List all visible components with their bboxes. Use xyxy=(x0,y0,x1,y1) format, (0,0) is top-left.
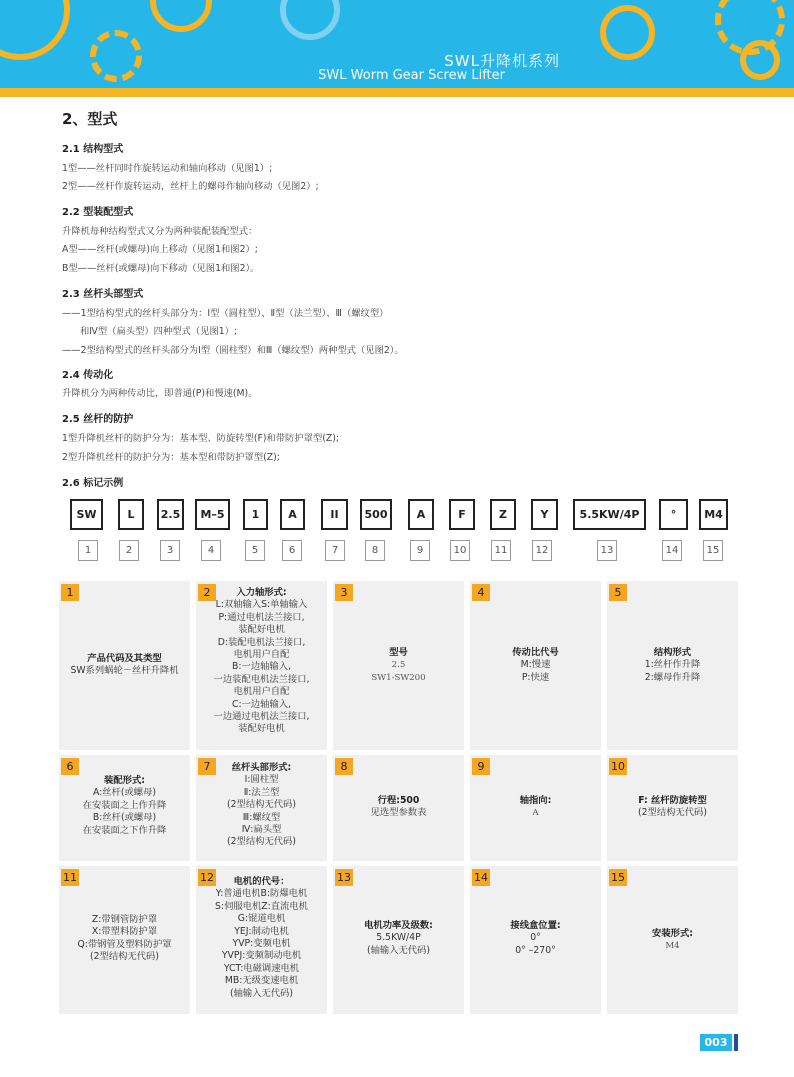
legend-number: 2 xyxy=(198,584,216,601)
text-line: 升降机每种结构型式又分为两种装配装配型式： xyxy=(62,226,258,237)
text-line: 1型——丝杆同时作旋转运动和轴向移动（见图1）; xyxy=(62,163,273,174)
legend-number: 3 xyxy=(335,584,353,601)
legend-line: B:丝杆(或螺母) xyxy=(92,812,157,824)
legend-line: 在安装面之下作升降 xyxy=(82,824,167,836)
legend-title: 丝杆头部形式: xyxy=(231,762,292,773)
header-subtitle: SWL Worm Gear Screw Lifter xyxy=(318,68,505,83)
section-title: 2.4 传动化 xyxy=(62,370,114,381)
code-number: 1 xyxy=(78,540,98,561)
legend-line: 电机用户自配 xyxy=(233,686,290,698)
code-number: 15 xyxy=(703,540,723,561)
text-line: A型——丝杆(或螺母)向上移动（见图1和图2）; xyxy=(62,244,258,255)
legend-line: 见选型参数表 xyxy=(370,807,427,819)
legend-title: 型号 xyxy=(389,647,408,658)
code-box: 1 xyxy=(243,499,268,530)
code-box: Y xyxy=(531,499,558,530)
code-box: F xyxy=(449,499,475,530)
legend-number: 13 xyxy=(337,871,351,884)
section-title: 2.2 型装配型式 xyxy=(62,207,134,218)
legend-number: 4 xyxy=(472,584,490,601)
code-box: 2.5 xyxy=(157,499,184,530)
legend-line: 5.5KW/4P xyxy=(376,932,421,944)
legend-cell-9 xyxy=(470,755,601,861)
legend-cell-2 xyxy=(196,581,327,750)
legend-cell-7 xyxy=(196,755,327,861)
legend-line: L:双轴输入S:单轴输入 xyxy=(215,599,308,611)
legend-number: 8 xyxy=(335,758,353,775)
legend-line: 一边装配电机法兰接口, xyxy=(213,673,310,685)
legend-number: 15 xyxy=(611,871,625,884)
legend-line: B:一边轴输入, xyxy=(232,661,291,673)
legend-line: Ⅳ:扁头型 xyxy=(241,824,282,836)
code-box: 500 xyxy=(360,499,392,530)
legend-line: 2.5 xyxy=(391,660,406,671)
legend-number: 10 xyxy=(611,760,625,773)
legend-cell-12 xyxy=(196,866,327,1014)
code-number: 11 xyxy=(491,540,511,561)
code-box: 5.5KW/4P xyxy=(573,499,646,530)
legend-line: 0° –270° xyxy=(515,944,556,956)
code-box: Z xyxy=(490,499,516,530)
text-line: B型——丝杆(或螺母)向下移动（见图1和图2）。 xyxy=(62,263,260,274)
text-line: 2型——丝杆作旋转运动，丝杆上的螺母作轴向移动（见图2）; xyxy=(62,181,319,192)
legend-line: M:慢速 xyxy=(520,659,551,671)
page-heading: 2、型式 xyxy=(62,110,118,128)
header-banner xyxy=(0,0,794,97)
legend-line: P:通过电机法兰接口, xyxy=(218,611,305,623)
legend-line: Q:带钢管及塑料防护罩 xyxy=(77,938,172,950)
code-number: 13 xyxy=(597,540,617,561)
code-box: ° xyxy=(659,499,688,530)
text-line: 升降机分为两种传动比，即普通(P)和慢速(M)。 xyxy=(62,388,258,399)
code-number: 2 xyxy=(119,540,139,561)
code-number: 7 xyxy=(325,540,345,561)
code-number: 4 xyxy=(201,540,221,561)
legend-cell-6 xyxy=(59,755,190,861)
legend-title: 结构形式 xyxy=(653,647,692,658)
legend-cell-5 xyxy=(607,581,738,750)
legend-line: MB:无级变速电机 xyxy=(224,975,299,987)
legend-number: 9 xyxy=(472,758,490,775)
legend-cell-1 xyxy=(59,581,190,750)
gear-icon xyxy=(150,0,212,32)
legend-title: 传动比代号 xyxy=(512,647,559,658)
code-number: 10 xyxy=(450,540,470,561)
legend-title: 接线盒位置: xyxy=(510,920,561,931)
legend-number: 11 xyxy=(63,871,77,884)
legend-cell-15 xyxy=(607,866,738,1014)
code-number: 9 xyxy=(410,540,430,561)
legend-number: 1 xyxy=(61,584,79,601)
code-number: 3 xyxy=(160,540,180,561)
legend-line: Ⅱ:法兰型 xyxy=(243,786,280,798)
text-line: 1型升降机丝杆的防护分为：基本型、防旋转型(F)和带防护罩型(Z); xyxy=(62,433,339,444)
code-box: L xyxy=(118,499,144,530)
legend-cell-10 xyxy=(607,755,738,861)
code-box: A xyxy=(280,499,305,530)
legend-line: A xyxy=(532,808,539,819)
legend-number: 14 xyxy=(474,871,488,884)
legend-title: F: 丝杆防旋转型 xyxy=(638,795,707,806)
legend-line: YCT:电磁调速电机 xyxy=(223,962,300,974)
page-number-bar xyxy=(734,1034,738,1051)
legend-line: 装配好电机 xyxy=(238,723,285,735)
legend-line: C:一边轴输入, xyxy=(231,698,292,710)
header-title: SWL升降机系列 xyxy=(444,52,560,70)
legend-cell-3 xyxy=(333,581,464,750)
legend-title: 轴指向: xyxy=(519,795,552,806)
legend-number: 6 xyxy=(61,758,79,775)
legend-line: 电机用户自配 xyxy=(233,649,290,661)
legend-title: 行程:500 xyxy=(377,795,420,806)
page-number: 003 xyxy=(700,1034,732,1051)
legend-line: SW系列蜗轮－丝杆升降机 xyxy=(70,665,179,677)
legend-number: 7 xyxy=(198,758,216,775)
code-number: 14 xyxy=(662,540,682,561)
legend-title: 电机的代号： xyxy=(233,876,290,887)
section-title: 2.1 结构型式 xyxy=(62,144,124,155)
code-box: M–5 xyxy=(195,499,230,530)
code-box: II xyxy=(321,499,348,530)
text-line: 2型升降机丝杆的防护分为：基本型和带防护罩型(Z); xyxy=(62,452,280,463)
legend-line: 1:丝杆作升降 xyxy=(644,659,701,671)
text-line: ——1型结构型式的丝杆头部分为：Ⅰ型（圆柱型）、Ⅱ型（法兰型）、Ⅲ（螺纹型） xyxy=(62,308,389,319)
legend-line: SW1-SW200 xyxy=(371,672,426,683)
legend-line: 0° xyxy=(530,932,541,944)
legend-line: YVP:变频电机 xyxy=(232,938,291,950)
legend-number: 12 xyxy=(200,871,214,884)
legend-number: 5 xyxy=(609,584,627,601)
legend-line: (2型结构无代码) xyxy=(90,951,159,963)
legend-cell-4 xyxy=(470,581,601,750)
legend-line: 一边通过电机法兰接口, xyxy=(213,711,310,723)
legend-line: Ⅲ:螺纹型 xyxy=(242,811,281,823)
gear-icon xyxy=(600,5,655,60)
section-title: 2.6 标记示例 xyxy=(62,478,124,489)
legend-line: 在安装面之上作升降 xyxy=(82,799,167,811)
legend-title: 安装形式: xyxy=(652,928,693,939)
legend-line: (轴输入无代码) xyxy=(366,944,431,956)
gear-icon xyxy=(280,0,340,40)
section-title: 2.3 丝杆头部型式 xyxy=(62,289,144,300)
legend-title: 装配形式: xyxy=(104,775,145,786)
legend-line: P:快速 xyxy=(521,671,550,683)
legend-line: YVPJ:变频制动电机 xyxy=(221,950,302,962)
legend-line: A:丝杆(或螺母) xyxy=(92,787,157,799)
code-box: A xyxy=(408,499,434,530)
legend-line: Ⅰ:圆柱型 xyxy=(244,774,279,786)
legend-line: X:带塑料防护罩 xyxy=(91,926,158,938)
text-line: 和Ⅳ型（扁头型）四种型式（见图1）; xyxy=(80,326,238,337)
legend-line: M4 xyxy=(665,941,680,952)
code-box: M4 xyxy=(699,499,728,530)
legend-line: D:装配电机法兰接口, xyxy=(217,636,306,648)
legend-cell-8 xyxy=(333,755,464,861)
legend-title: 电机功率及级数: xyxy=(364,920,433,931)
code-number: 12 xyxy=(532,540,552,561)
legend-line: Y:普通电机B:防爆电机 xyxy=(215,888,308,900)
text-line: ——2型结构型式的丝杆头部分为Ⅰ型（圆柱型）和Ⅲ（螺纹型）两种型式（见图2）。 xyxy=(62,345,404,356)
legend-line: (2型结构无代码) xyxy=(227,799,296,811)
legend-line: G:锟道电机 xyxy=(237,913,286,925)
legend-line: (2型结构无代码) xyxy=(638,807,707,819)
legend-line: 2:螺母作升降 xyxy=(644,671,701,683)
legend-line: (轴输入无代码) xyxy=(229,987,294,999)
header-stripe xyxy=(0,88,794,97)
legend-line: S:伺服电机Z:直流电机 xyxy=(215,900,308,912)
legend-line: Z:带钢管防护罩 xyxy=(91,914,158,925)
section-title: 2.5 丝杆的防护 xyxy=(62,414,134,425)
legend-cell-11 xyxy=(59,866,190,1014)
code-number: 6 xyxy=(282,540,302,561)
legend-line: (2型结构无代码) xyxy=(227,836,296,848)
legend-cell-14 xyxy=(470,866,601,1014)
gear-icon xyxy=(740,40,780,80)
code-number: 5 xyxy=(245,540,265,561)
legend-line: 装配好电机 xyxy=(238,624,285,636)
code-number: 8 xyxy=(365,540,385,561)
legend-line: YEJ:制动电机 xyxy=(234,925,289,937)
code-box: SW xyxy=(70,499,103,530)
legend-title: 入力轴形式: xyxy=(236,587,287,598)
legend-cell-13 xyxy=(333,866,464,1014)
legend-title: 产品代码及其类型 xyxy=(87,653,162,664)
